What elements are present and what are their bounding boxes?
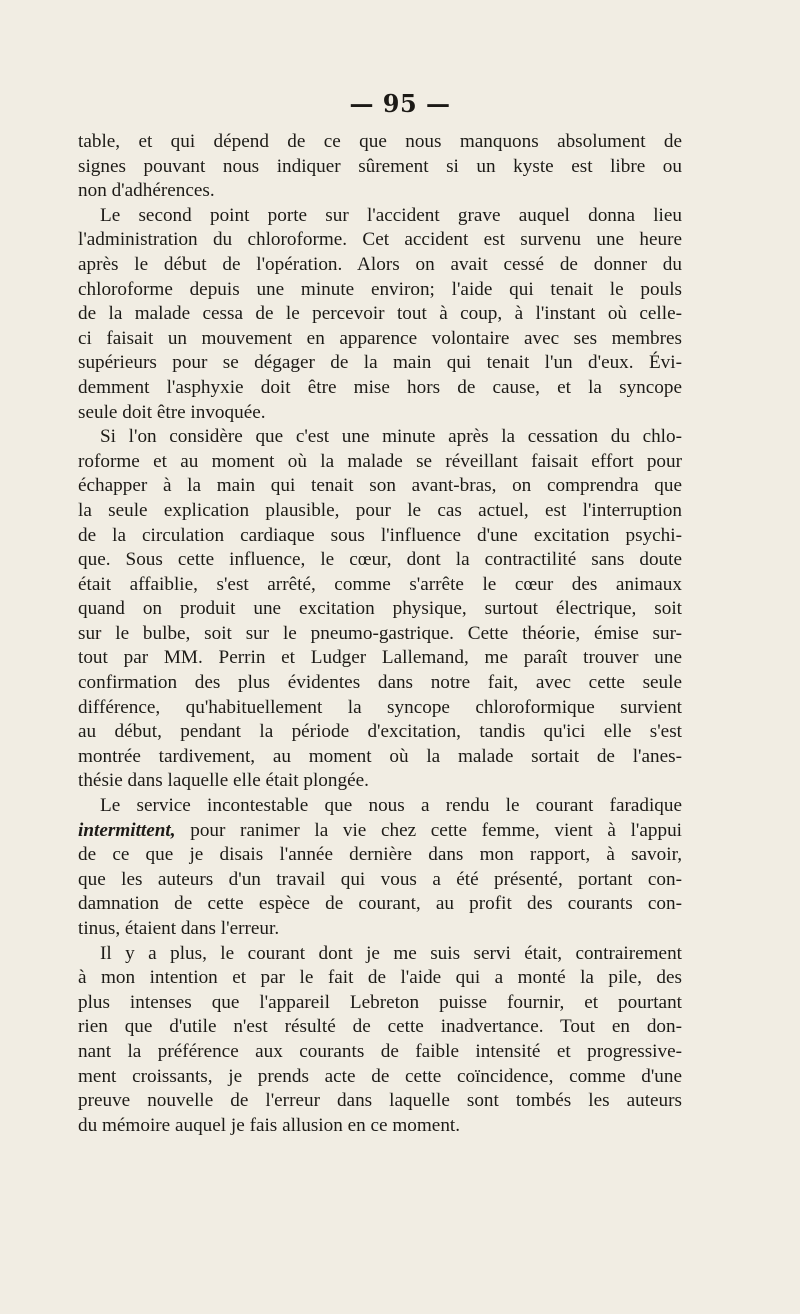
body-text — [78, 130, 682, 1138]
text-line: table, et qui dépend de ce que nous manquons absolument de — [78, 131, 682, 152]
text-line: du mémoire auquel je fais allusion en ce moment. — [78, 1114, 461, 1136]
text-line: quand on produit une excitation physique, surtout électrique, soit — [78, 598, 682, 620]
text-line: plus intenses que l'appareil Lebreton puisse fournir, et pourtant — [78, 991, 682, 1013]
text-line: roforme et au moment où la malade se réveillant faisait effort pour — [78, 450, 682, 472]
text-segment: pour ranimer la vie chez cette femme, vient à l'appui — [175, 819, 682, 841]
text-line: Il y a plus, le courant dont je me suis servi était, contrairement — [100, 942, 682, 964]
text-line: non d'adhérences. — [78, 180, 215, 202]
text-line: chloroforme depuis une minute environ; l'aide qui tenait le pouls — [78, 278, 682, 300]
text-line: nant la préférence aux courants de faible intensité et progressive- — [78, 1040, 682, 1062]
text-line: supérieurs pour se dégager de la main qui tenait l'un d'eux. Évi- — [78, 352, 682, 374]
emphasized-word: intermittent, — [78, 819, 176, 841]
text-line: différence, qu'habituellement la syncope chloroformique survient — [78, 696, 682, 718]
text-line: de ce que je disais l'année dernière dans mon rapport, à savoir, — [78, 844, 682, 866]
text-line: damnation de cette espèce de courant, au profit des courants con- — [78, 893, 682, 915]
text-line: montrée tardivement, au moment où la malade sortait de l'anes- — [78, 745, 682, 767]
text-line: sur le bulbe, soit sur le pneumo-gastrique. Cette théorie, émise sur- — [78, 622, 682, 644]
text-line: Si l'on considère que c'est une minute après la cessation du chlo- — [100, 426, 682, 448]
text-line: confirmation des plus évidentes dans notre fait, avec cette seule — [78, 672, 682, 694]
text-line: la seule explication plausible, pour le cas actuel, est l'interruption — [78, 499, 682, 521]
text-line: au début, pendant la période d'excitation, tandis qu'ici elle s'est — [78, 721, 682, 743]
text-line: demment l'asphyxie doit être mise hors de cause, et la syncope — [78, 376, 682, 398]
text-line: que. Sous cette influence, le cœur, dont la contractilité sans doute — [78, 549, 682, 571]
page-number: — 95 — — [349, 89, 451, 118]
text-line: preuve nouvelle de l'erreur dans laquelle sont tombés les auteurs — [78, 1090, 682, 1112]
text-line: seule doit être invoquée. — [78, 401, 266, 423]
text-line: après le début de l'opération. Alors on avait cessé de donner du — [78, 253, 682, 275]
text-line: tinus, étaient dans l'erreur. — [78, 918, 280, 939]
text-line: rien que d'utile n'est résulté de cette inadvertance. Tout en don- — [78, 1016, 682, 1038]
text-line: était affaiblie, s'est arrêté, comme s'arrête le cœur des animaux — [78, 573, 682, 595]
text-line: tout par MM. Perrin et Ludger Lallemand, me paraît trouver une — [78, 647, 682, 669]
text-line: ci faisait un mouvement en apparence volontaire avec ses membres — [78, 327, 682, 349]
text-line: échapper à la main qui tenait son avant-bras, on comprendra que — [78, 475, 682, 497]
text-line: Le service incontestable que nous a rendu le courant faradique — [100, 795, 682, 817]
text-line: à mon intention et par le fait de l'aide qui a monté la pile, des — [78, 967, 682, 989]
text-line: thésie dans laquelle elle était plongée. — [78, 770, 369, 792]
text-line: que les auteurs d'un travail qui vous a été présenté, portant con- — [78, 868, 682, 890]
text-line: ment croissants, je prends acte de cette coïncidence, comme d'une — [78, 1065, 682, 1087]
text-line: signes pouvant nous indiquer sûrement si un kyste est libre ou — [78, 155, 682, 177]
text-line: de la circulation cardiaque sous l'influence d'une excitation psychi- — [78, 524, 682, 546]
text-line: de la malade cessa de le percevoir tout à coup, à l'instant où celle- — [78, 303, 682, 325]
text-line: l'administration du chloroforme. Cet accident est survenu une heure — [78, 229, 682, 251]
text-line — [78, 819, 682, 844]
text-line: Le second point porte sur l'accident grave auquel donna lieu — [100, 204, 682, 226]
